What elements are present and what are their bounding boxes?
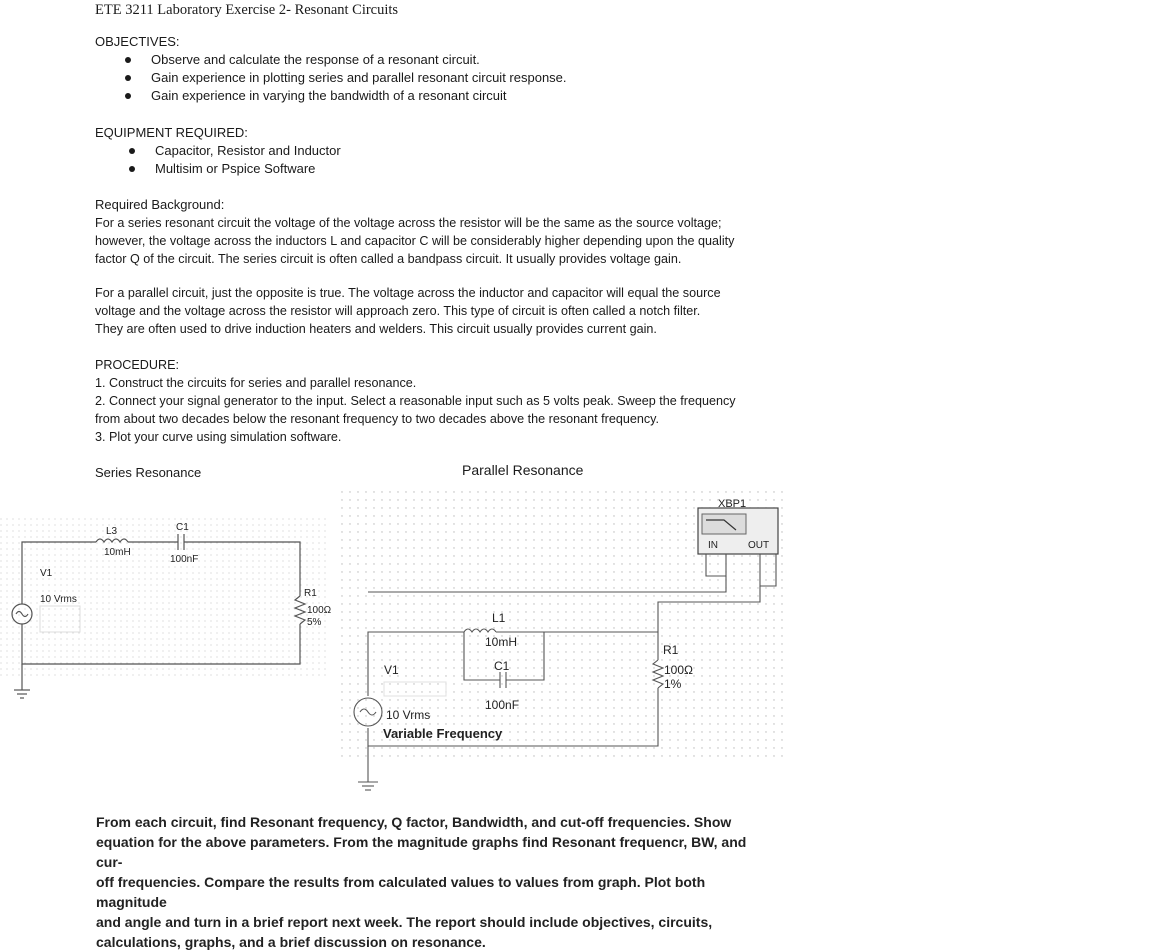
series-resistor-name: R1 — [304, 588, 317, 599]
series-circuit-diagram — [0, 518, 340, 718]
procedure-step: 2. Connect your signal generator to the input. Select a reasonable input such as 5 volts peak. Sweep the frequency — [95, 394, 736, 408]
equipment-heading: EQUIPMENT REQUIRED: — [95, 125, 248, 140]
conclusion-paragraph — [96, 812, 776, 952]
parallel-resistor-tolerance: 1% — [664, 677, 682, 691]
text-line: They are often used to drive induction heaters and welders. This circuit usually provides current gain. — [95, 322, 657, 336]
parallel-circuit-diagram — [340, 490, 785, 800]
series-resistor-tolerance: 5% — [307, 617, 322, 628]
bullet-icon — [125, 75, 131, 81]
parallel-inductor-name: L1 — [492, 611, 506, 625]
bullet-icon — [129, 148, 135, 154]
text-line: From each circuit, find Resonant frequency, Q factor, Bandwidth, and cut-off frequencies. Show — [96, 814, 732, 830]
parallel-source-name: V1 — [384, 663, 399, 677]
document-title: ETE 3211 Laboratory Exercise 2- Resonant Circuits — [95, 2, 399, 18]
bode-plotter-name: XBP1 — [718, 498, 747, 510]
series-resistor-value: 100Ω — [307, 605, 332, 616]
bode-plotter-in-label: IN — [708, 540, 718, 551]
objectives-heading: OBJECTIVES: — [95, 34, 180, 49]
text-line: For a series resonant circuit the voltage of the voltage across the resistor will be the same as the source voltage; — [95, 216, 722, 230]
parallel-resistor-name: R1 — [663, 643, 679, 657]
text-line: calculations, graphs, and a brief discussion on resonance. — [96, 934, 486, 950]
series-caption: Series Resonance — [95, 465, 202, 480]
background-heading: Required Background: — [95, 197, 225, 212]
objective-item: Observe and calculate the response of a resonant circuit. — [151, 52, 480, 67]
bode-plotter-out-label: OUT — [748, 540, 770, 551]
parallel-caption: Parallel Resonance — [462, 462, 584, 478]
bullet-icon — [129, 166, 135, 172]
objective-item: Gain experience in plotting series and parallel resonant circuit response. — [151, 70, 567, 85]
background-paragraph-2 — [95, 284, 785, 338]
procedure-step: 1. Construct the circuits for series and parallel resonance. — [95, 376, 417, 390]
text-line: equation for the above parameters. From the magnitude graphs find Resonant frequencr, BW, and cur- — [96, 834, 747, 870]
procedure-heading: PROCEDURE: — [95, 358, 179, 372]
text-line: factor Q of the circuit. The series circuit is often called a bandpass circuit. It usually provides voltage gain. — [95, 252, 682, 266]
series-inductor-name: L3 — [106, 526, 118, 537]
series-source-value: 10 Vrms — [40, 594, 77, 605]
series-inductor-value: 10mH — [104, 547, 131, 558]
text-line: however, the voltage across the inductors L and capacitor C will be considerably higher depending upon the quality — [95, 234, 735, 248]
equipment-item: Capacitor, Resistor and Inductor — [155, 143, 341, 158]
text-line: off frequencies. Compare the results from calculated values to values from graph. Plot both magnitude — [96, 874, 706, 910]
procedure-section — [95, 356, 785, 446]
text-line: voltage and the voltage across the resistor will approach zero. This type of circuit is often called a notch filter. — [95, 304, 701, 318]
objective-item: Gain experience in varying the bandwidth of a resonant circuit — [151, 88, 507, 103]
bullet-icon — [125, 57, 131, 63]
procedure-step: from about two decades below the resonant frequency to two decades above the resonant frequency. — [95, 412, 660, 426]
equipment-item: Multisim or Pspice Software — [155, 161, 316, 176]
series-capacitor-value: 100nF — [170, 554, 199, 565]
series-source-name: V1 — [40, 568, 53, 579]
parallel-source-value: 10 Vrms — [386, 708, 431, 722]
parallel-capacitor-name: C1 — [494, 659, 510, 673]
parallel-capacitor-value: 100nF — [485, 698, 520, 712]
procedure-step: 3. Plot your curve using simulation software. — [95, 430, 342, 444]
background-paragraph-1 — [95, 214, 785, 268]
text-line: For a parallel circuit, just the opposite is true. The voltage across the inductor and capacitor will equal the source — [95, 286, 721, 300]
bullet-icon — [125, 93, 131, 99]
series-capacitor-name: C1 — [176, 522, 189, 533]
parallel-source-note: Variable Frequency — [383, 726, 503, 741]
parallel-inductor-value: 10mH — [485, 635, 518, 649]
parallel-resistor-value: 100Ω — [664, 663, 693, 677]
text-line: and angle and turn in a brief report next week. The report should include objectives, circuits, — [96, 914, 713, 930]
